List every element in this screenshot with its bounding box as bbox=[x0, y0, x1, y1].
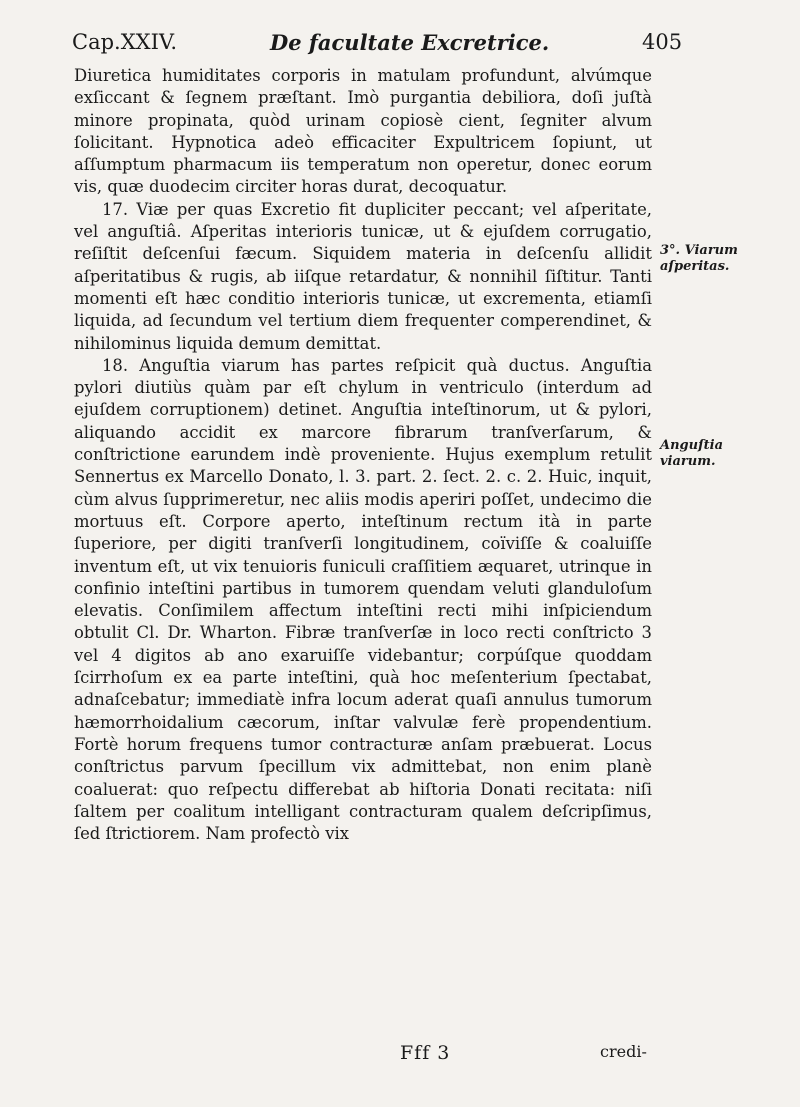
signature-mark: Fff 3 bbox=[400, 1042, 451, 1064]
margin-note-asperitas: 3°. Viarum aſperitas. bbox=[660, 243, 738, 274]
chapter-label: Cap.XXIV. bbox=[72, 30, 178, 54]
page-number: 405 bbox=[642, 30, 683, 54]
main-text bbox=[74, 65, 652, 845]
paragraph-1: Diuretica humiditates corporis in matulam profundunt, alvúmque exſiccant & ſegnem præſtant. Imò purgantia debiliora, doſi juſtà minore propinata, quòd urinam copiosè cient, ſegniter alvum ſolicitant. Hypnotica adeò efficaciter Expultricem ſopiunt, ut aſſumptum pharmacum iis temperatum non operetur, donec eorum vis, quæ duodecim circiter horas durat, decoquatur. bbox=[74, 66, 652, 197]
paragraph-17: 17. Viæ per quas Excretio fit dupliciter peccant; vel aſperitate, vel anguſtiâ. Aſperitas interioris tunicæ, ut & ejuſdem corrugatio, reſiſtit deſcenſui fæcum. Siquidem materia in deſcenſu allidit aſperitatibus & rugis, ab iiſque retardatur, & nonnihil ſiſtitur. Tanti momenti eſt hæc conditio interioris tunicæ, ut excrementa, etiamſi liquida, ad ſecundum vel tertium diem frequenter comperendinet, & nihilominus liquida demum demittat. bbox=[74, 199, 652, 353]
margin-note-angustia: Anguſtia viarum. bbox=[660, 438, 724, 469]
catchword: credi- bbox=[600, 1042, 647, 1061]
running-header bbox=[72, 30, 712, 60]
paragraph-18: 18. Anguſtia viarum has partes reſpicit quà ductus. Anguſtia pylori diutiùs quàm par eſt chylum in ventriculo (interdum ad ejuſdem corruptionem) detinet. Anguſtia inteſtinorum, ut & pylori, aliquando accidit ex marcore fibrarum tranſverſarum, & conſtrictione earundem indè provenientе. Hujus exemplum retulit Sennertus ex Marcello Donato, l. 3. part. 2. ſect. 2. c. 2. Huic, inquit, cùm alvus ſupprimeretur, nec aliis modis aperiri poſſet, undecimo die mortuus eſt. Corpore aperto, inteſtinum rectum ità in parte ſuperiore, per digiti tranſverſi longitudinem, coïviſſe & coaluiſſe inventum eſt, ut vix tenuioris funiculi craſſitiem æquaret, utrinque in confinio inteſtini partibus in tumorem quendam veluti glanduloſum elevatis. Conſimilem affectum inteſtini recti mihi inſpiciendum obtulit Cl. Dr. Wharton. Fibræ tranſverſæ in loco recti conſtricto 3 vel 4 digitos ab ano exaruiſſe videbantur; corpúſque quoddam ſcirrhoſum ex ea parte inteſtini, quà hoc meſenterium ſpectabat, adnaſcebatur; immediatè infra locum aderat quaſi annulus tumorum hæmorrhoidalium cæcorum, inſtar valvulæ ferè propendentium. Fortè horum frequens tumor contracturæ anſam præbuerat. Locus conſtrictus parvum ſpecillum vix admittebat, non enim planè coaluerat: quo reſpectu differebat ab hiſtoria Donati recitata: niſi ſaltem per coalitum intelligant contracturam qualem deſcripſimus, ſed ſtrictiorem. Nam profectò vix bbox=[74, 355, 652, 844]
running-title: De facultate Excretrice. bbox=[270, 30, 550, 55]
